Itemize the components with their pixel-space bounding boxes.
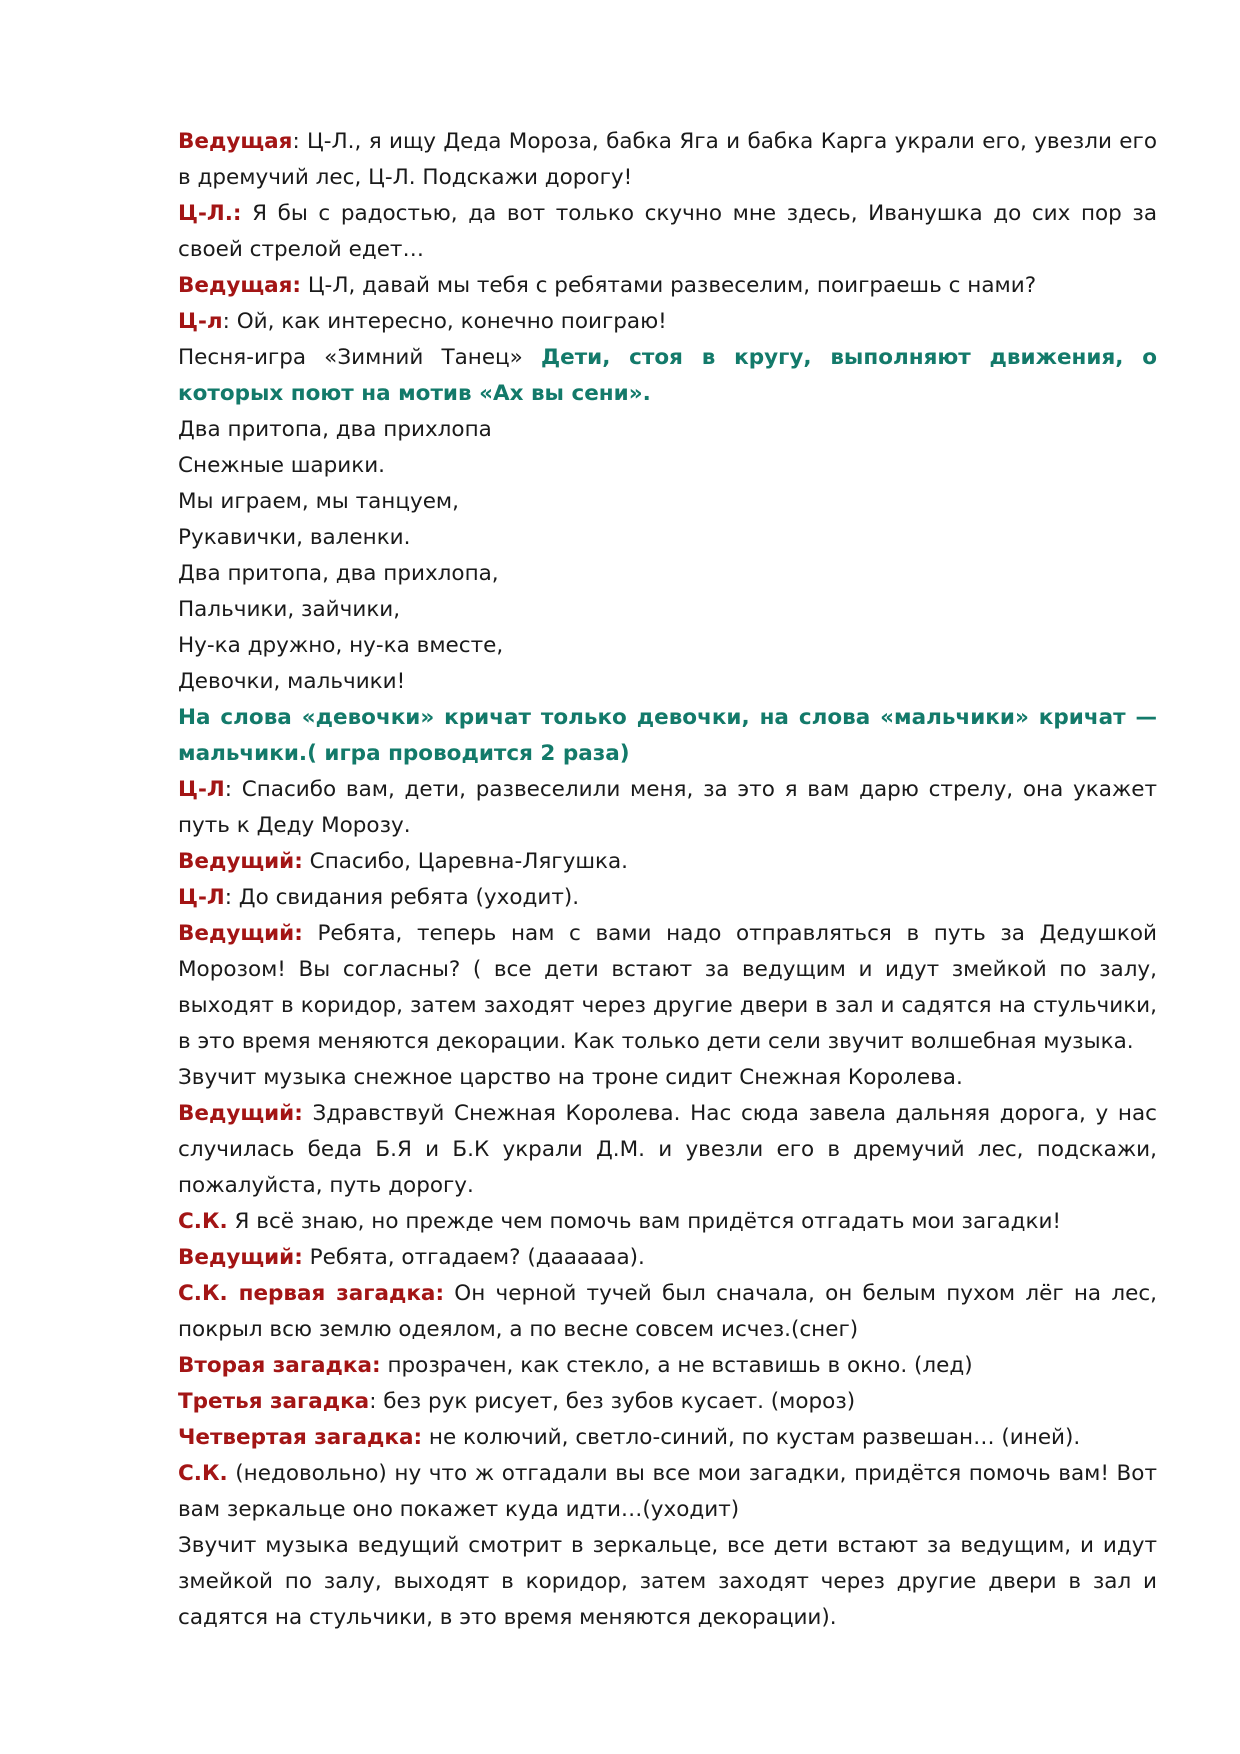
- speaker-label: Ведущая: [178, 129, 293, 154]
- paragraph-text: (недовольно) ну что ж отгадали вы все мои загадки, придётся помочь вам! Вот вам зеркальце оно покажет куда идти…(уходит): [178, 1461, 1157, 1522]
- paragraph: [178, 1060, 1157, 1096]
- song-line: [178, 520, 1157, 556]
- paragraph-text: Спасибо, Царевна-Лягушка.: [302, 849, 628, 874]
- paragraph-text: : Ой, как интересно, конечно поиграю!: [222, 309, 667, 334]
- speaker-label: Четвертая загадка:: [178, 1425, 423, 1450]
- speaker-label: Ц-Л: [178, 885, 225, 910]
- song-line: [178, 664, 1157, 700]
- paragraph: [178, 1096, 1157, 1204]
- paragraph: [178, 844, 1157, 880]
- paragraph-text: Пальчики, зайчики,: [178, 597, 401, 622]
- song-line: [178, 592, 1157, 628]
- song-line: [178, 484, 1157, 520]
- paragraph-text: Он черной тучей был сначала, он белым пухом лёг на лес, покрыл всю землю одеялом, а по весне совсем исчез.(снег): [178, 1281, 1157, 1342]
- paragraph: [178, 268, 1157, 304]
- paragraph: [178, 1204, 1157, 1240]
- paragraph: [178, 916, 1157, 1060]
- paragraph-text: : До свидания ребята (уходит).: [224, 885, 580, 910]
- paragraph: [178, 124, 1157, 196]
- speaker-label: С.К.: [178, 1461, 228, 1486]
- paragraph-text: Звучит музыка снежное царство на троне сидит Снежная Королева.: [178, 1065, 963, 1090]
- paragraph-text: Ну-ка дружно, ну-ка вместе,: [178, 633, 504, 658]
- song-line: [178, 628, 1157, 664]
- paragraph-text: Ребята, теперь нам с вами надо отправляться в путь за Дедушкой Морозом! Вы согласны? ( все дети встают за ведущим и идут змейкой по залу, выходят в коридор, затем заходят через другие двери в зал и садятся на стульчики, в это время меняются декорации. Как только дети сели звучит волшебная музыка.: [178, 921, 1157, 1054]
- song-line: [178, 556, 1157, 592]
- paragraph-text: не колючий, светло-синий, по кустам развешан… (иней).: [422, 1425, 1081, 1450]
- paragraph: [178, 304, 1157, 340]
- speaker-label: Третья загадка: [178, 1389, 370, 1414]
- paragraph-text: : Спасибо вам, дети, развеселили меня, за это я вам дарю стрелу, она укажет путь к Деду Морозу.: [178, 777, 1157, 838]
- speaker-label: Ведущий:: [178, 1245, 303, 1270]
- speaker-label: Ведущая:: [178, 273, 302, 298]
- paragraph-text: Здравствуй Снежная Королева. Нас сюда завела дальняя дорога, у нас случилась беда Б.Я и Б.К украли Д.М. и увезли его в дремучий лес, подскажи, пожалуйста, путь дорогу.: [178, 1101, 1157, 1198]
- paragraph-text: Рукавички, валенки.: [178, 525, 411, 550]
- riddle-paragraph: [178, 1276, 1157, 1348]
- paragraph-text: Песня-игра «Зимний Танец»: [178, 345, 541, 370]
- paragraph: [178, 1456, 1157, 1528]
- paragraph: [178, 880, 1157, 916]
- speaker-label: Ведущий:: [178, 849, 303, 874]
- riddle-paragraph: [178, 1384, 1157, 1420]
- riddle-paragraph: [178, 1420, 1157, 1456]
- paragraph-text: Девочки, мальчики!: [178, 669, 406, 694]
- speaker-label: Ведущий:: [178, 921, 303, 946]
- document-page: [178, 124, 1157, 1636]
- song-line: [178, 448, 1157, 484]
- paragraph: [178, 772, 1157, 844]
- speaker-label: Ц-Л: [178, 777, 225, 802]
- speaker-label: Ц-Л.:: [178, 201, 242, 226]
- speaker-label: Ц-л: [178, 309, 223, 334]
- paragraph-text: Звучит музыка ведущий смотрит в зеркальце, все дети встают за ведущим, и идут змейкой по залу, выходят в коридор, затем заходят через другие двери в зал и садятся на стульчики, в это время меняются декорации).: [178, 1533, 1157, 1630]
- riddle-paragraph: [178, 1348, 1157, 1384]
- paragraph-text: прозрачен, как стекло, а не вставишь в окно. (лед): [380, 1353, 973, 1378]
- paragraph-text: Два притопа, два прихлопа,: [178, 561, 499, 586]
- speaker-label: С.К.: [178, 1209, 228, 1234]
- paragraph: [178, 196, 1157, 268]
- paragraph-text: Ребята, отгадаем? (даааааа).: [302, 1245, 645, 1270]
- paragraph: [178, 1240, 1157, 1276]
- speaker-label: Ведущий:: [178, 1101, 303, 1126]
- paragraph-text: Снежные шарики.: [178, 453, 386, 478]
- paragraph-text: Мы играем, мы танцуем,: [178, 489, 459, 514]
- paragraph-text: Два притопа, два прихлопа: [178, 417, 492, 442]
- paragraph-text: : без рук рисует, без зубов кусает. (мороз): [369, 1389, 856, 1414]
- stage-direction-paragraph: [178, 700, 1157, 772]
- paragraph-text: : Ц-Л., я ищу Деда Мороза, бабка Яга и бабка Карга украли его, увезли его в дремучий лес, Ц-Л. Подскажи дорогу!: [178, 129, 1157, 190]
- stage-direction: На слова «девочки» кричат только девочки, на слова «мальчики» кричат — мальчики.( игра проводится 2 раза): [178, 705, 1157, 766]
- paragraph-text: Я бы с радостью, да вот только скучно мне здесь, Иванушка до сих пор за своей стрелой едет…: [178, 201, 1157, 262]
- speaker-label: Вторая загадка:: [178, 1353, 381, 1378]
- paragraph-text: Я всё знаю, но прежде чем помочь вам придётся отгадать мои загадки!: [227, 1209, 1062, 1234]
- stage-direction: Дети, стоя в кругу, выполняют движения, о которых поют на мотив «Ах вы сени».: [178, 345, 1157, 406]
- paragraph-text: Ц-Л, давай мы тебя с ребятами развеселим, поиграешь с нами?: [301, 273, 1037, 298]
- song-line: [178, 412, 1157, 448]
- speaker-label: С.К. первая загадка:: [178, 1281, 445, 1306]
- song-game-paragraph: [178, 340, 1157, 412]
- paragraph: [178, 1528, 1157, 1636]
